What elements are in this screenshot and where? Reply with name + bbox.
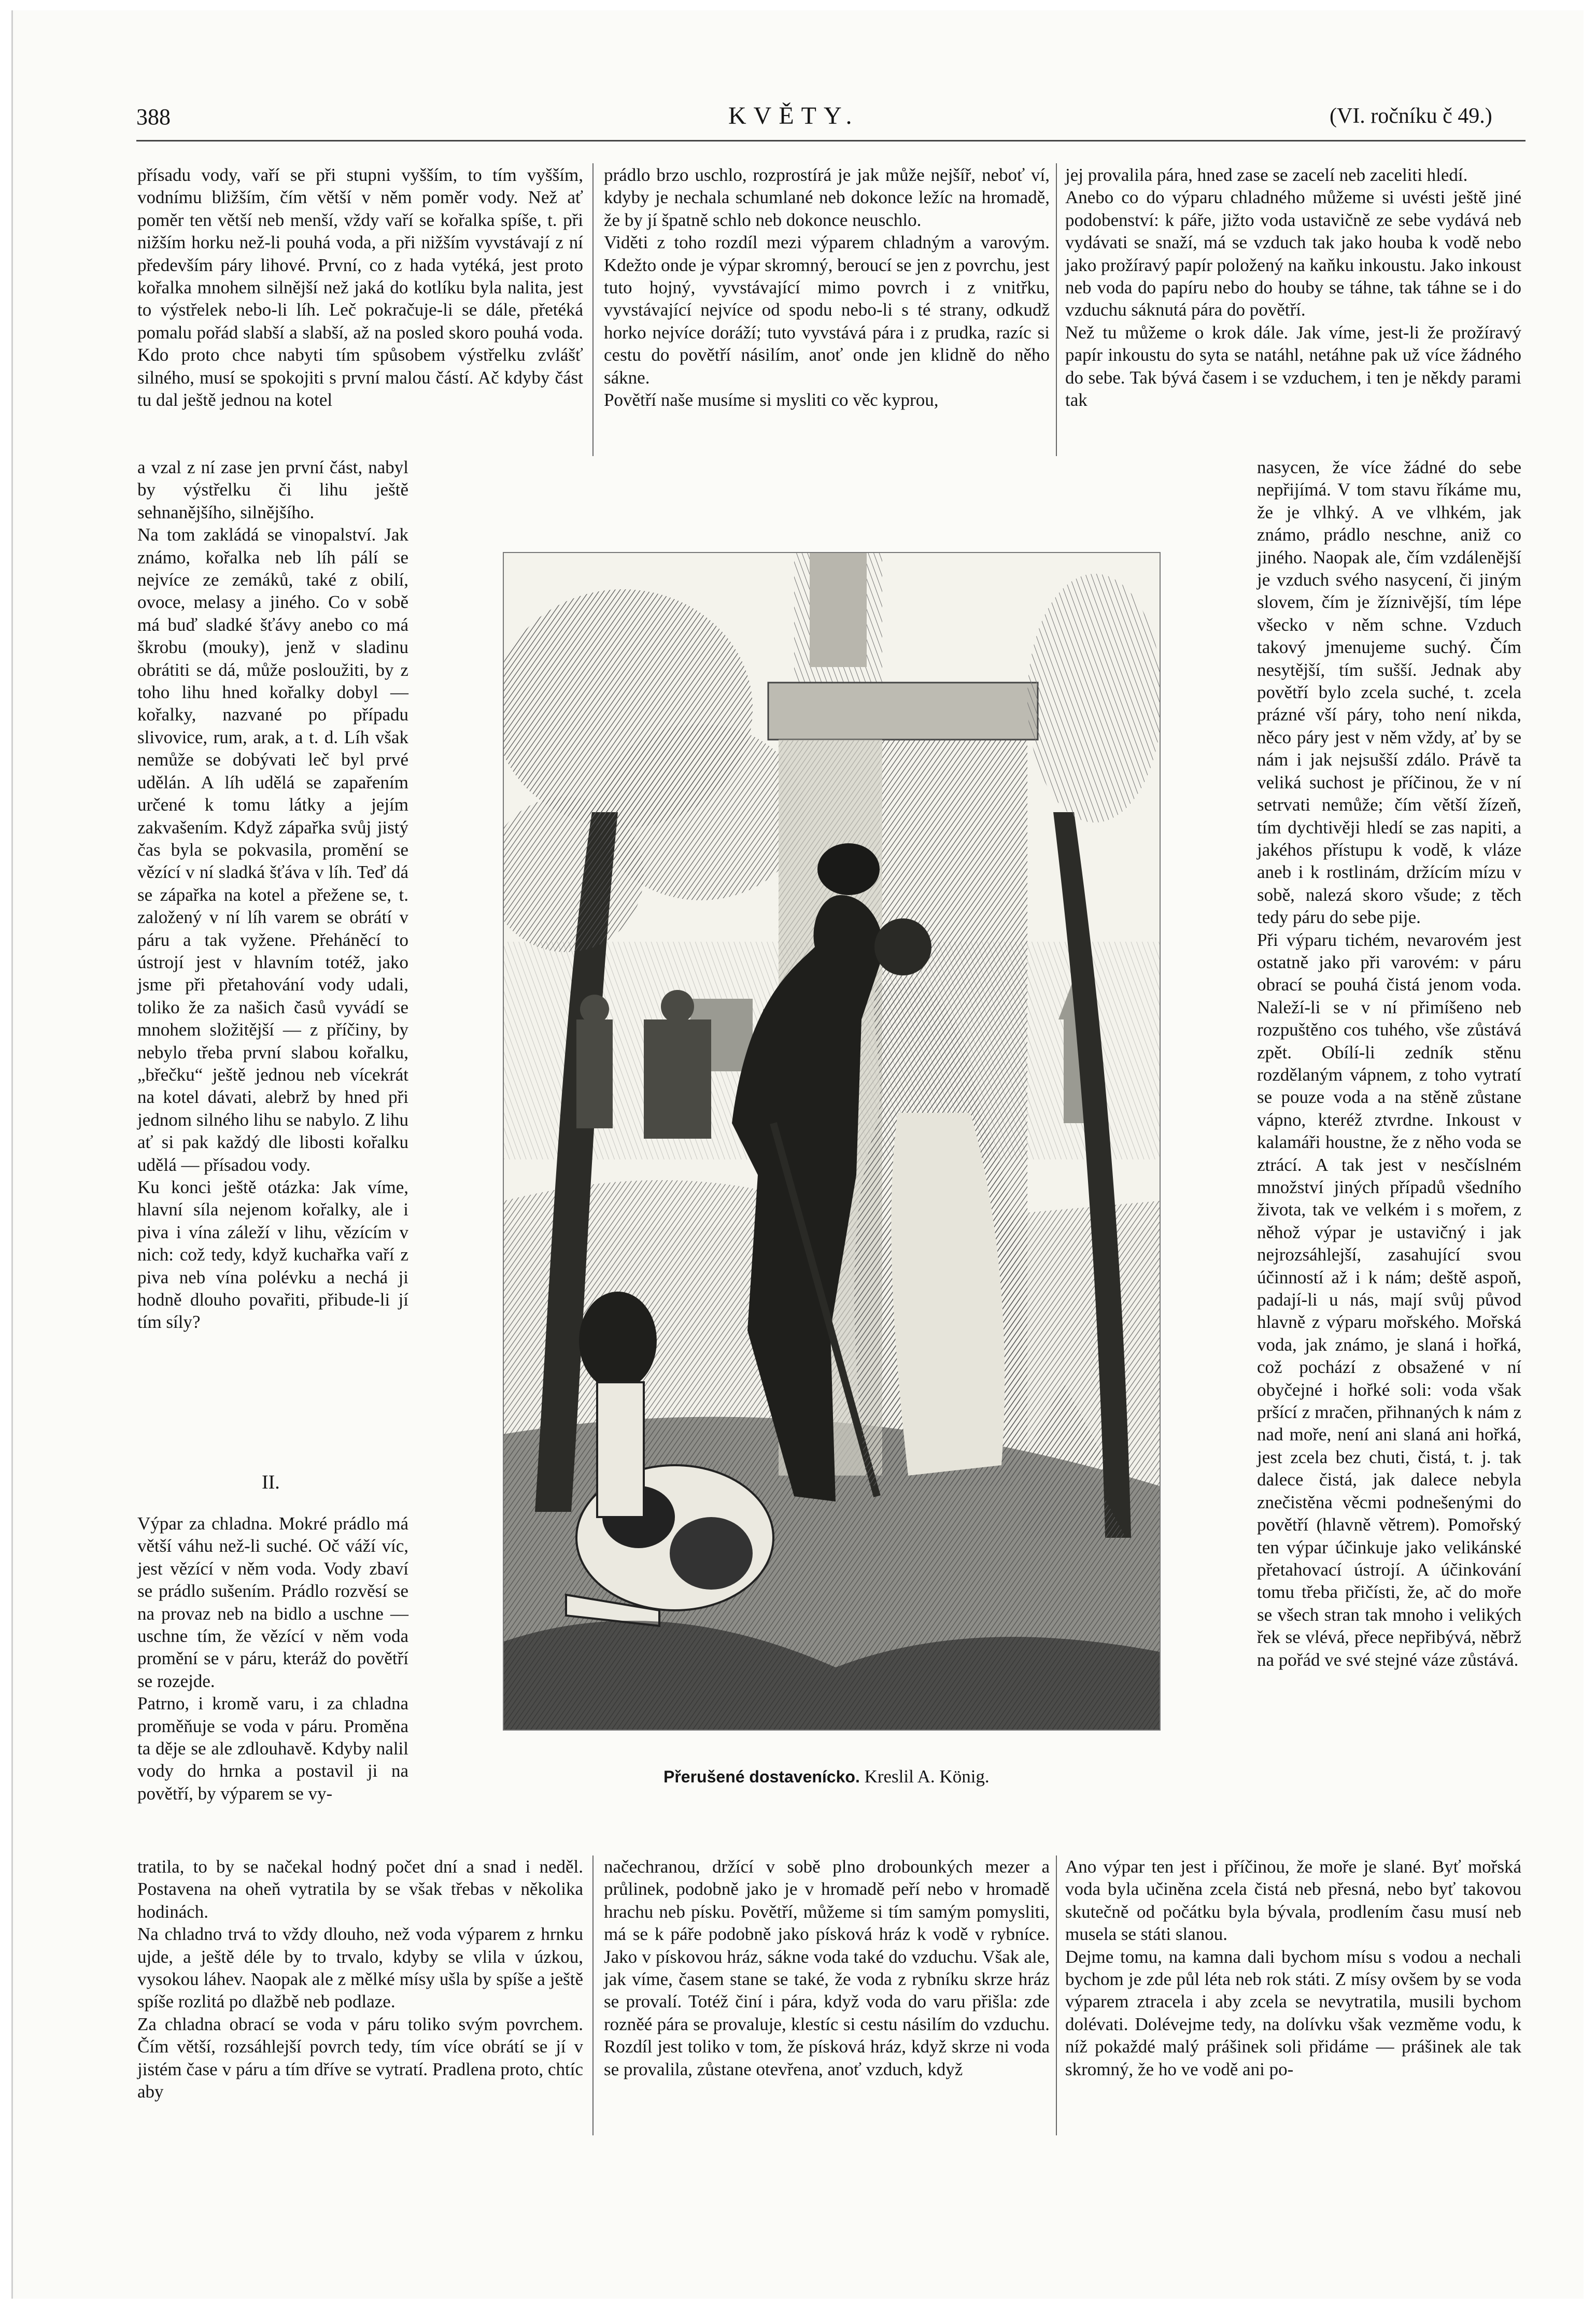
column-rule-right-bottom	[1056, 1855, 1057, 2135]
figure-caption	[663, 1766, 990, 1787]
header-rule	[136, 140, 1526, 141]
column-3-bottom-text: Ano výpar ten jest i příčinou, že moře je slané. Byť mořská voda byla učiněna zcela čistá neb přesná, nebo byť takovou skutečně od počátku byla bývala, prodlením času musí neb musela se státi slanou. Dejme tomu, na kamna dali bychom mísu s vodou a nechali bychom je zde půl léta neb rok státi. Z mísy ovšem by se voda výparem ztracela i aby zcela se nevytratila, musili bychom dolévati. Dolévejme tedy, na dolívku však vezměme vodu, k níž pokaždé malý prášinek soli přidáme — prášinek ale tak skromný, že ho ve vodě ani po-	[1065, 1857, 1521, 2079]
engraving-illustration	[503, 552, 1161, 1731]
caption-title: Přerušené dostavenícko.	[663, 1767, 860, 1786]
column-1-top-text: přísadu vody, vaří se při stupni vyšším, to tím vyšším, vodnímu bližším, čím větší v něm poměr vody. Než ať poměr ten větší neb menší, vždy vaří se kořalka spíše, t. při nižším horku než-li pouhá voda, a při nižším vyvstávají z ní především páry lihové. První, co z hada vytéká, jest proto kořalka mnohem silnější než jaká do kotlíku byla nalita, jest to výstřelek nebo-li líh. Leč pokračuje-li se dále, přetéká pomalu pořád slabší a slabší, až na posled skoro pouhá voda. Kdo proto chce nabyti tím spůsobem výstřelku zvlášť silného, musí se spokojiti s první malou částí. Ač kdyby část tu dal ještě jednou na kotel	[137, 165, 583, 410]
column-1-section-2-text: Výpar za chladna. Mokré prádlo má větší váhu než-li suché. Oč váží víc, jest vězící v něm voda. Vody zbaví se prádlo sušením. Prádlo rozvěsí se na provaz neb na bidlo a uschne — uschne tím, že vězící v něm voda promění se v páru, kteráž do povětří se rozejde. Patrno, i kromě varu, i za chladna proměňuje se voda v páru. Proměna ta děje se ale zdlouhavě. Kdyby nalil vody do hrnka a postavil ji na povětří, by výparem se vy-	[137, 1513, 408, 1804]
column-rule-left	[592, 163, 594, 456]
running-title: KVĚTY.	[728, 102, 859, 130]
column-1-bottom-text: tratila, to by se načekal hodný počet dní a snad i neděl. Postavena na oheň vytratila by se však třebas v několika hodinách. Na chladno trvá to vždy dlouho, než voda výparem z hrnku ujde, a ještě déle by to trvalo, kdyby se vlila v úzkou, vysokou láhev. Naopak ale z mělké mísy ušla by spíše a ještě spíše rozlitá po dlažbě neb podlaze. Za chladna obrací se voda v páru toliko svým povrchem. Čím větší, rozsáhlejší povrch tedy, tím více obrátí se jí v jistém čase v páru a tím dříve se vytratí. Pradlena proto, chtíc aby	[137, 1857, 583, 2102]
column-2-bottom-text: načechranou, držící v sobě plno drobounkých mezer a průlinek, podobně jako je v hromadě peří nebo v hromadě hrachu neb písku. Povětří, můžeme si tím samým pomysliti, má se k páře podobně jako písková hráz k vodě v rybníce. Jako v pískovou hráz, sákne voda také do vzduchu. Však ale, jak víme, časem stane se také, že voda z rybníku skrze hráz se provalí. Totéž činí i pára, když voda do varu přišla: zde rozněé pára se provaluje, klestíc si cestu násilím do vzduchu. Rozdíl jest toliko v tom, že písková hráz, když skrze ni voda se provalila, zůstane otevřena, anoť vzduch, když	[604, 1857, 1050, 2079]
column-3-top-text: jej provalila pára, hned zase se zacelí neb zaceliti hledí. Anebo co do výparu chladného můžeme si uvésti ještě jiné podobenství: k páře, jižto voda ustavičně ze sebe vydává neb vydávati se snaží, má se vzduch tak jako houba k vodě nebo jako prožíravý papír položený na kaňku inkoustu. Jako inkoust neb voda do papíru nebo do houby se táhne, tak táhne se i do vzduchu sáknutá pára do povětří. Než tu můžeme o krok dále. Jak víme, jest-li že prožíravý papír inkoustu do syta se natáhl, netáhne pak už více žádného do sebe. Tak bývá časem i se vzduchem, i ten je někdy parami tak	[1065, 165, 1521, 410]
column-3-narrow-text: nasycen, že více žádné do sebe nepřijímá. V tom stavu říkáme mu, že je vlhký. A ve vlhkém, jak známo, prádlo neschne, aniž co jiného. Naopak ale, čím vzdálenější je vzduch svého nasycení, či jiným slovem, čím je žíznivější, tím lépe všecko v něm schne. Vzduch takový jmenujeme suchý. Čím nesytější, tím sušší. Jednak aby povětří bylo zcela suché, t. zcela prázné vší páry, toho není nikda, něco páry jest v něm vždy, ať by se nám i jak nejsušší zdálo. Právě ta veliká suchost je příčinou, že v ní setrvati nemůže; čím větší žízeň, tím dychtivěji hledí se zas napiti, a jakéhos přístupu k vodě, k vláze aneb i k rostlinám, držícím mízu v sobě, nalezá skoro všude; z těch tedy páru do sebe pije. Při výparu tichém, nevarovém jest ostatně jako při varovém: v páru obrací se pouhá čistá jenom voda. Naleží-li se v ní přimíšeno neb rozpuštěno cos tuhého, vše zůstává zpět. Obílí-li zedník stěnu rozdělaným vápnem, z toho vytratí se pouze voda a na stěně zůstane vápno, kteréž ztvrdne. Inkoust v kalamáři houstne, že z něho voda se ztrácí. A tak jest v nesčíslném množství jiných případů všedního života, tak ve velkém i s mořem, z něhož výpar je ustavičný i jak nejrozsáhlejší, zasahující svou účinností až i k nám; deště aspoň, padají-li u nás, mají svůj původ hlavně z výparu mořského. Mořská voda, jak známo, je slaná i hořká, což pochází z obsažené v ní obyčejné i hořké soli: voda však pršící z mračen, přihnaných k nám z nad moře, není ani slaná ani hořká, jest zcela bez chuti, čistá, t. j. tak dalece čistá, jak dalece nebyla znečistěna věcmi podnešenými do povětří (hlavně větrem). Pomořský ten výpar účinkuje jako velikánské přetahovací ústrojí. A účinkování tomu třeba přičísti, že, ač do moře se všech stran tak mnoho i velikých řek se vlévá, přece nepřibývá, něbrž na pořád ve své stejné váze zůstává.	[1257, 457, 1521, 1670]
page-number: 388	[136, 104, 171, 130]
column-2-top-text: prádlo brzo uschlo, rozprostírá je jak může nejšíř, neboť ví, kdyby je nechala schumlané neb dokonce ležíc na hromadě, že by jí špatně schlo neb dokonce neuschlo. Viděti z toho rozdíl mezi výparem chladným a varovým. Kdežto onde je výpar skromný, beroucí se jen z povrchu, jest tuto hojný, vyvstávající mimo povrch i z vnitřku, vyvstávající nejvíce od spodu nebo-li s té strany, odkudž horko nejvíce doráží; tuto vyvstává pára i z prudka, razíc si cestu do povětří násilím, anoť onde jen klidně do něho sákne. Povětří naše musíme si mysliti co věc kyprou,	[604, 165, 1050, 410]
issue-label: (VI. ročníku č 49.)	[1330, 104, 1492, 128]
caption-credit: Kreslil A. König.	[864, 1766, 990, 1787]
section-number: II.	[262, 1471, 280, 1493]
column-rule-left-bottom	[592, 1855, 594, 2135]
journal-page	[11, 10, 1584, 2299]
engraving-artwork	[504, 553, 1160, 1730]
column-1-narrow-text: a vzal z ní zase jen první část, nabyl by výstřelku či lihu ještě sehnanějšího, silnějšího. Na tom zakládá se vinopalství. Jak známo, kořalka neb líh pálí se nejvíce ze zemáků, také z obilí, ovoce, melasy a jiného. Co v sobě má buď sladké šťávy anebo co má škrobu (mouky), jenž v sladinu obrátiti se dá, může posloužiti, by z toho lihu hned kořalky dobyl — kořalky, nazvané po případu slivovice, rum, arak, a t. d. Líh však nemůže se dobývati leč byl prvé udělán. A líh udělá se zapařením určené k tomu látky a jejím zakvašením. Když zápařka svůj jistý čas byla se pokvasila, promění se vězící v ní sladká šťáva v líh. Teď dá se zápařka na kotel a přežene se, t. založený v ní líh varem se obrátí v páru a tak vyžene. Přeháněcí to ústrojí jest v hlavním totéž, jako jsme při přetahování vody udali, toliko že za našich časů vyvádí se mnohem složitější — z příčiny, by nebylo třeba první slabou kořalku, „břečku“ ještě jednou neb vícekrát na kotel dávati, alebrž by hned při jednom silného lihu se nabylo. Z lihu ať si pak každý dle libosti kořalku udělá — přísadou vody. Ku konci ještě otázka: Jak víme, hlavní síla nejenom kořalky, ale i piva i vína záleží v lihu, vězícím v nich: což tedy, když kuchařka vaří z piva neb vína polévku a nechá ji hodně dlouho povařiti, přibude-li jí tím síly?	[137, 457, 408, 1333]
column-rule-right	[1056, 163, 1057, 456]
